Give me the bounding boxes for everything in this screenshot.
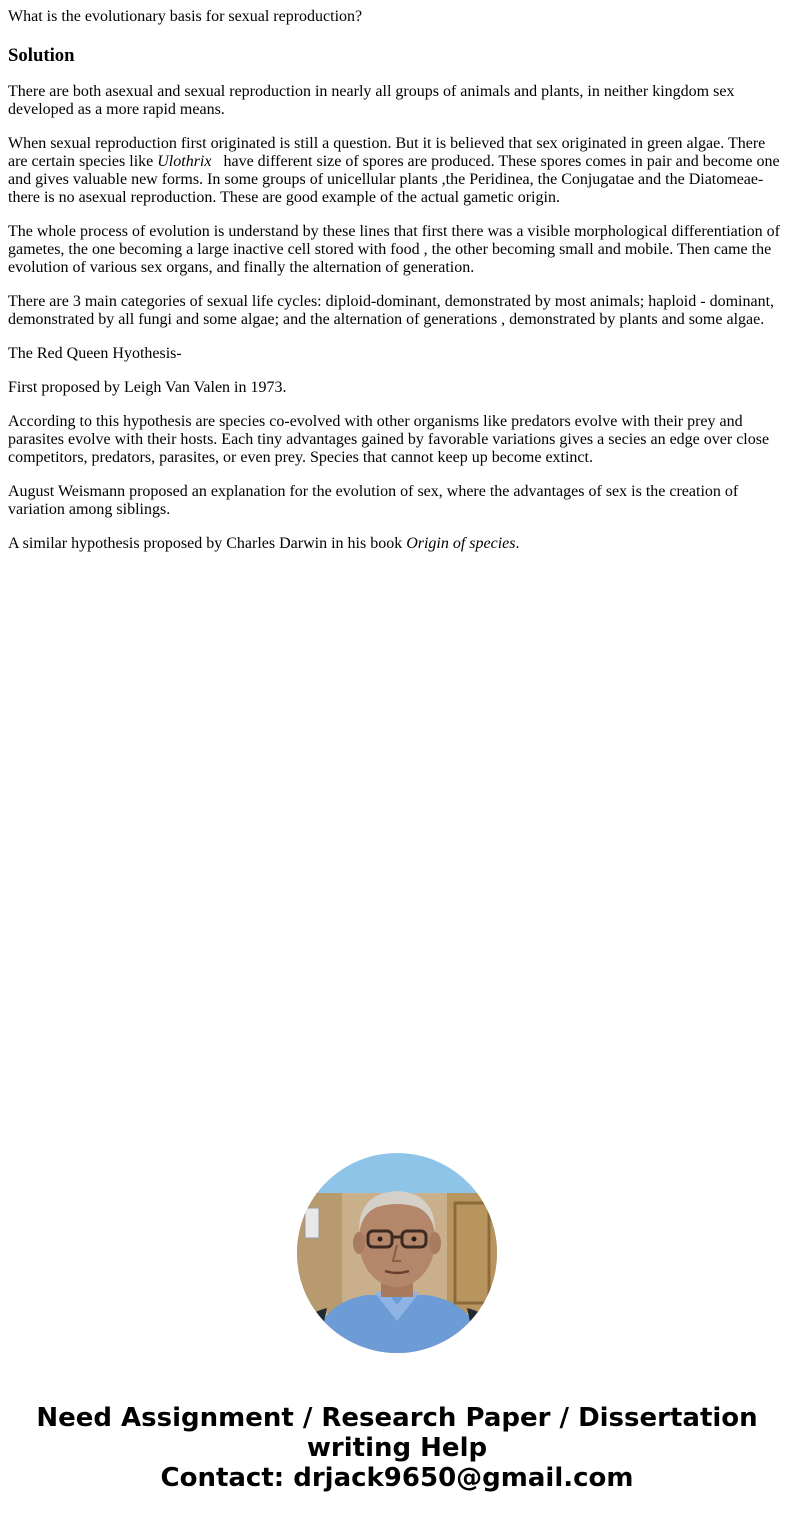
solution-heading: Solution (8, 45, 75, 66)
paragraph-2-text-a: When sexual reproduction first originated is still a question. But it is believed that sex originated in green algae. There are certain species like (8, 135, 766, 170)
paragraph-2 (8, 135, 786, 207)
paragraph-6: First proposed by Leigh Van Valen in 1973. (8, 379, 287, 396)
paragraph-2-text-b: have different size of spores are produced. These spores comes in pair and become one and gives valuable new forms. In some groups of unicellular plants ,the Peridinea, the Conjugatae and the Diatomeae- there is no asexual reproduction. These are good example of the actual gametic origin. (8, 153, 784, 206)
footer-contact-line: Contact: drjack9650@gmail.com (160, 1463, 634, 1493)
solution-document (8, 0, 786, 553)
paragraph-3: The whole process of evolution is understand by these lines that first there was a visible morphological differentiation of gametes, the one becoming a large inactive cell stored with food , the other becoming small and mobile. Then came the evolution of various sex organs, and finally the alternation of generation. (8, 223, 780, 276)
contact-footer (0, 1403, 794, 1493)
paragraph-1: There are both asexual and sexual reproduction in nearly all groups of animals and plants, in neither kingdom sex developed as a more rapid means. (8, 83, 735, 118)
species-name-ulothrix: Ulothrix (157, 153, 212, 170)
footer-line-1: Need Assignment / Research Paper / Dissertation (36, 1403, 758, 1433)
paragraph-9 (8, 535, 786, 553)
paragraph-9-text-a: A similar hypothesis proposed by Charles Darwin in his book (8, 535, 407, 552)
question-text: What is the evolutionary basis for sexual reproduction? (8, 8, 363, 25)
person-photo-icon (297, 1153, 497, 1353)
paragraph-9-text-b: . (515, 535, 520, 552)
paragraph-5: The Red Queen Hyothesis- (8, 345, 182, 362)
book-title: Origin of species (406, 535, 516, 552)
paragraph-8: August Weismann proposed an explanation for the evolution of sex, where the advantages of sex is the creation of variation among siblings. (8, 483, 739, 518)
footer-line-2: writing Help (306, 1433, 488, 1463)
paragraph-4: There are 3 main categories of sexual life cycles: diploid-dominant, demonstrated by most animals; haploid - dominant, demonstrated by all fungi and some algae; and the alternation of generations , demonstrated by plants and some algae. (8, 293, 775, 328)
paragraph-7: According to this hypothesis are species co-evolved with other organisms like predators evolve with their prey and parasites evolve with their hosts. Each tiny advantages gained by favorable variations gives a secies an edge over close competitors, predators, parasites, or even prey. Species that cannot keep up become extinct. (8, 413, 770, 466)
